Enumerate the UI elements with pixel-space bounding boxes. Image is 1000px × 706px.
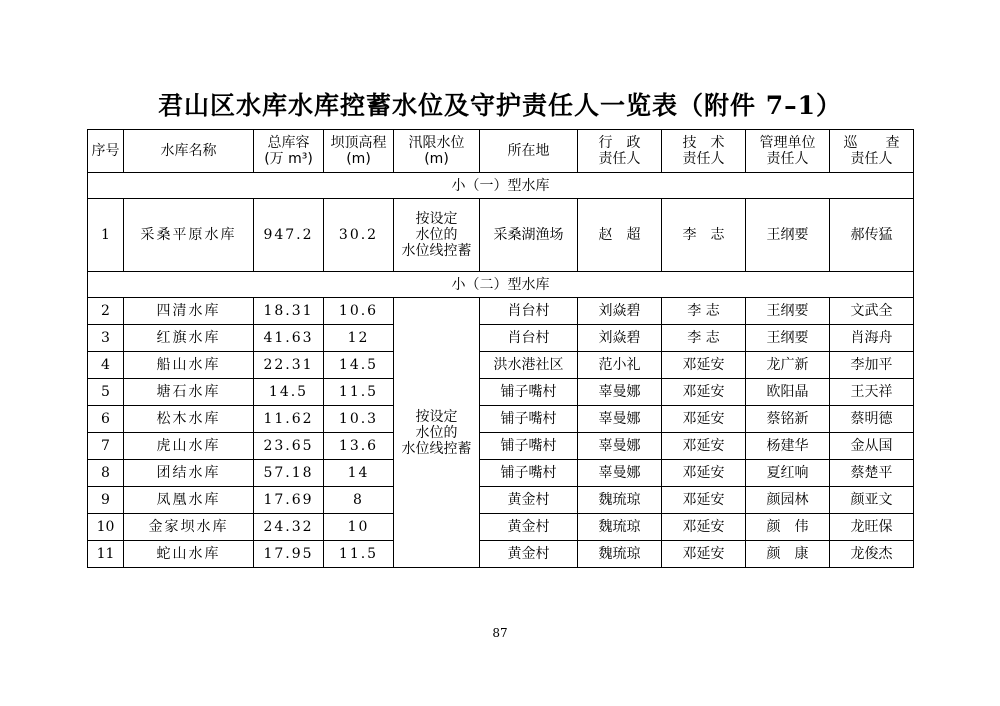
table-row	[88, 406, 914, 433]
cell-mgmt: 颜园林	[746, 487, 830, 514]
cell-seq: 9	[88, 487, 124, 514]
cell-name: 团结水库	[124, 460, 254, 487]
cell-location: 肖台村	[480, 298, 578, 325]
cell-tech: 李 志	[662, 325, 746, 352]
cell-mgmt: 欧阳晶	[746, 379, 830, 406]
cell-seq: 3	[88, 325, 124, 352]
cell-flood-level-merged	[394, 298, 480, 568]
cell-name: 四清水库	[124, 298, 254, 325]
header-flood-l1: 汛限水位	[408, 135, 465, 151]
cell-admin: 刘焱碧	[578, 325, 662, 352]
cell-admin: 辜曼娜	[578, 406, 662, 433]
cell-tech: 邓延安	[662, 514, 746, 541]
cell-dam: 10	[324, 514, 394, 541]
cell-mgmt: 蔡铭新	[746, 406, 830, 433]
header-flood	[394, 130, 480, 173]
cell-dam: 13.6	[324, 433, 394, 460]
table-row	[88, 487, 914, 514]
cell-location: 黄金村	[480, 514, 578, 541]
table-row	[88, 541, 914, 568]
page-number: 87	[492, 626, 508, 640]
cell-mgmt: 龙广新	[746, 352, 830, 379]
cell-admin: 辜曼娜	[578, 379, 662, 406]
cell-location: 铺子嘴村	[480, 433, 578, 460]
cell-mgmt: 颜 康	[746, 541, 830, 568]
cell-capacity: 17.69	[254, 487, 324, 514]
cell-dam: 14.5	[324, 352, 394, 379]
cell-patrol: 颜亚文	[830, 487, 914, 514]
cell-patrol: 郝传猛	[830, 199, 914, 272]
cell-location: 洪水港社区	[480, 352, 578, 379]
header-patrol-l1: 巡 查	[843, 135, 900, 151]
cell-name: 金家坝水库	[124, 514, 254, 541]
header-patrol-l2: 责任人	[850, 151, 893, 167]
table-row	[88, 460, 914, 487]
flood-text-l2: 水位的	[415, 227, 458, 243]
cell-seq: 5	[88, 379, 124, 406]
cell-admin: 辜曼娜	[578, 460, 662, 487]
cell-dam: 30.2	[324, 199, 394, 272]
cell-dam: 11.5	[324, 541, 394, 568]
cell-name: 塘石水库	[124, 379, 254, 406]
cell-tech: 邓延安	[662, 541, 746, 568]
cell-tech: 邓延安	[662, 460, 746, 487]
header-tech-l1: 技 术	[682, 135, 725, 151]
table-row	[88, 298, 914, 325]
cell-location: 黄金村	[480, 487, 578, 514]
header-tech	[662, 130, 746, 173]
cell-dam: 14	[324, 460, 394, 487]
cell-location: 铺子嘴村	[480, 460, 578, 487]
cell-seq: 11	[88, 541, 124, 568]
cell-capacity: 14.5	[254, 379, 324, 406]
cell-dam: 10.6	[324, 298, 394, 325]
table-row	[88, 379, 914, 406]
cell-seq: 7	[88, 433, 124, 460]
cell-mgmt: 王纲要	[746, 199, 830, 272]
cell-dam: 10.3	[324, 406, 394, 433]
header-dam	[324, 130, 394, 173]
cell-patrol: 王天祥	[830, 379, 914, 406]
cell-seq: 10	[88, 514, 124, 541]
header-row	[88, 130, 914, 173]
header-mgmt-l1: 管理单位	[759, 135, 816, 151]
header-admin-l1: 行 政	[598, 135, 641, 151]
reservoir-table	[87, 129, 914, 568]
cell-capacity: 17.95	[254, 541, 324, 568]
cell-tech: 李 志	[662, 199, 746, 272]
cell-admin: 赵 超	[578, 199, 662, 272]
cell-patrol: 龙旺保	[830, 514, 914, 541]
cell-patrol: 蔡楚平	[830, 460, 914, 487]
table-row	[88, 352, 914, 379]
flood-text-l3: 水位线控蓄	[401, 440, 472, 457]
cell-capacity: 18.31	[254, 298, 324, 325]
table-row	[88, 199, 914, 272]
cell-seq: 6	[88, 406, 124, 433]
header-dam-l2: (m)	[346, 151, 371, 167]
header-admin	[578, 130, 662, 173]
section-small1: 小（一）型水库	[88, 173, 914, 199]
cell-name: 船山水库	[124, 352, 254, 379]
cell-dam: 11.5	[324, 379, 394, 406]
cell-name: 蛇山水库	[124, 541, 254, 568]
cell-location: 铺子嘴村	[480, 406, 578, 433]
cell-patrol: 龙俊杰	[830, 541, 914, 568]
cell-seq: 4	[88, 352, 124, 379]
flood-text-l3: 水位线控蓄	[401, 243, 472, 259]
flood-text-l1: 按设定	[415, 408, 458, 425]
header-admin-l2: 责任人	[598, 151, 641, 167]
table-row	[88, 325, 914, 352]
cell-admin: 魏琉琼	[578, 487, 662, 514]
cell-seq: 2	[88, 298, 124, 325]
cell-flood-level	[394, 199, 480, 272]
page-title: 君山区水库水库控蓄水位及守护责任人一览表（附件 7–1）	[158, 91, 842, 120]
cell-admin: 刘焱碧	[578, 298, 662, 325]
header-tech-l2: 责任人	[682, 151, 725, 167]
header-mgmt-l2: 责任人	[766, 151, 809, 167]
cell-name: 松木水库	[124, 406, 254, 433]
table-row	[88, 514, 914, 541]
cell-capacity: 57.18	[254, 460, 324, 487]
cell-patrol: 金从国	[830, 433, 914, 460]
cell-capacity: 22.31	[254, 352, 324, 379]
cell-capacity: 11.62	[254, 406, 324, 433]
cell-seq: 8	[88, 460, 124, 487]
cell-admin: 范小礼	[578, 352, 662, 379]
cell-capacity: 23.65	[254, 433, 324, 460]
flood-text-l1: 按设定	[415, 211, 458, 227]
header-name: 水库名称	[124, 130, 254, 173]
header-capacity-l2: (万 m³)	[264, 151, 313, 167]
cell-mgmt: 王纲要	[746, 298, 830, 325]
cell-patrol: 李加平	[830, 352, 914, 379]
cell-name: 采桑平原水库	[124, 199, 254, 272]
table-row	[88, 433, 914, 460]
cell-mgmt: 杨建华	[746, 433, 830, 460]
header-mgmt	[746, 130, 830, 173]
cell-dam: 12	[324, 325, 394, 352]
cell-tech: 邓延安	[662, 433, 746, 460]
cell-tech: 邓延安	[662, 379, 746, 406]
cell-seq: 1	[88, 199, 124, 272]
cell-location: 肖台村	[480, 325, 578, 352]
section-small2: 小（二）型水库	[88, 272, 914, 298]
cell-name: 凤凰水库	[124, 487, 254, 514]
flood-text-l2: 水位的	[415, 424, 458, 441]
cell-mgmt: 王纲要	[746, 325, 830, 352]
cell-tech: 邓延安	[662, 487, 746, 514]
section-row-small2	[88, 272, 914, 298]
cell-name: 虎山水库	[124, 433, 254, 460]
cell-admin: 魏琉琼	[578, 514, 662, 541]
cell-mgmt: 夏红响	[746, 460, 830, 487]
header-location: 所在地	[480, 130, 578, 173]
cell-dam: 8	[324, 487, 394, 514]
cell-patrol: 肖海舟	[830, 325, 914, 352]
cell-mgmt: 颜 伟	[746, 514, 830, 541]
section-row-small1	[88, 173, 914, 199]
header-flood-l2: (m)	[424, 151, 449, 167]
cell-patrol: 蔡明德	[830, 406, 914, 433]
cell-capacity: 947.2	[254, 199, 324, 272]
cell-capacity: 24.32	[254, 514, 324, 541]
cell-location: 铺子嘴村	[480, 379, 578, 406]
header-patrol	[830, 130, 914, 173]
cell-name: 红旗水库	[124, 325, 254, 352]
cell-location: 黄金村	[480, 541, 578, 568]
cell-admin: 魏琉琼	[578, 541, 662, 568]
cell-tech: 李 志	[662, 298, 746, 325]
header-dam-l1: 坝顶高程	[330, 135, 387, 151]
cell-tech: 邓延安	[662, 406, 746, 433]
cell-tech: 邓延安	[662, 352, 746, 379]
cell-location: 采桑湖渔场	[480, 199, 578, 272]
cell-patrol: 文武全	[830, 298, 914, 325]
header-capacity-l1: 总库容	[267, 135, 310, 151]
header-seq: 序号	[88, 130, 124, 173]
cell-admin: 辜曼娜	[578, 433, 662, 460]
header-capacity	[254, 130, 324, 173]
cell-capacity: 41.63	[254, 325, 324, 352]
